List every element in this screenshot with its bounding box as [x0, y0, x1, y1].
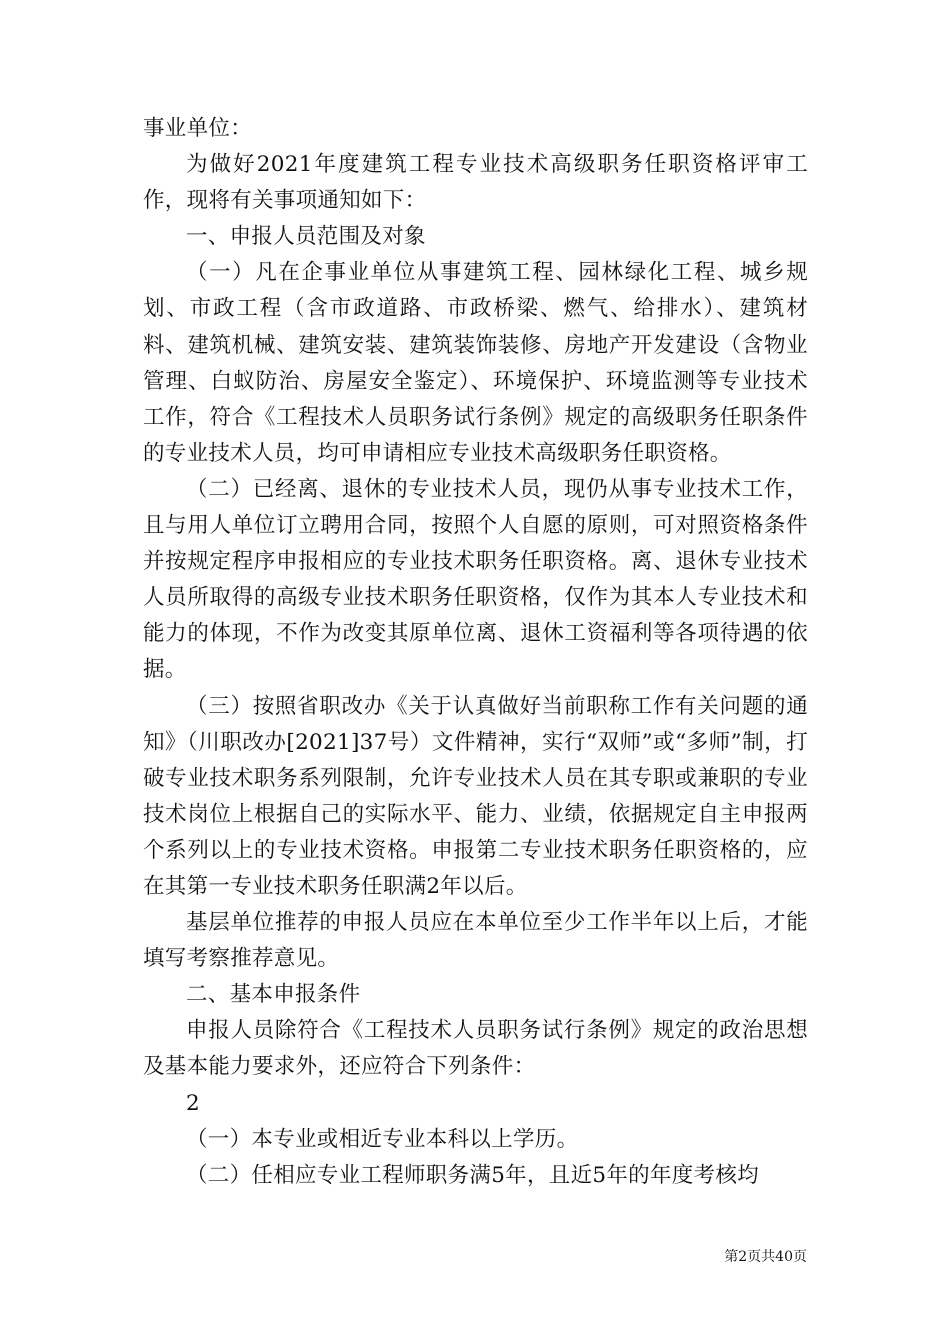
paragraph-note: 基层单位推荐的申报人员应在本单位至少工作半年以上后，才能填写考察推荐意见。: [143, 910, 808, 972]
paragraph-item-3: （三）按照省职改办《关于认真做好当前职称工作有关问题的通知》（川职改办[2021]37号）文件精神，实行“双师”或“多师”制，打破专业技术职务系列限制，允许专业技术人员在其专职或兼职的专业技术岗位上根据自己的实际水平、能力、业绩，依据规定自主申报两个系列以上的专业技术资格。申报第二专业技术职务任职资格的，应在其第一专业技术职务任职满2年以后。: [143, 693, 808, 899]
condition-item-2: （二）任相应专业工程师职务满5年，且近5年的年度考核均: [186, 1162, 759, 1188]
section-heading-2: 二、基本申报条件: [186, 982, 361, 1008]
document-body: [143, 111, 808, 1194]
condition-item-1: （一）本专业或相近专业本科以上学历。: [186, 1126, 579, 1152]
intro-paragraph: 为做好2021年度建筑工程专业技术高级职务任职资格评审工作，现将有关事项通知如下：: [143, 152, 808, 214]
page-number: 第2页共40页: [724, 1249, 807, 1265]
stray-number: 2: [186, 1090, 200, 1116]
paragraph-conditions: 申报人员除符合《工程技术人员职务试行条例》规定的政治思想及基本能力要求外，还应符合下列条件：: [143, 1018, 808, 1080]
salutation: 事业单位：: [143, 116, 253, 141]
paragraph-item-2: （二）已经离、退休的专业技术人员，现仍从事专业技术工作，且与用人单位订立聘用合同，按照个人自愿的原则，可对照资格条件并按规定程序申报相应的专业技术职务任职资格。离、退休专业技术人员所取得的高级专业技术职务任职资格，仅作为其本人专业技术和能力的体现，不作为改变其原单位离、退休工资福利等各项待遇的依据。: [143, 476, 808, 683]
section-heading-1: 一、申报人员范围及对象: [186, 224, 426, 250]
paragraph-item-1: （一）凡在企事业单位从事建筑工程、园林绿化工程、城乡规划、市政工程（含市政道路、市政桥梁、燃气、给排水）、建筑材料、建筑机械、建筑安装、建筑装饰装修、房地产开发建设（含物业管理、白蚁防治、房屋安全鉴定）、环境保护、环境监测等专业技术工作，符合《工程技术人员职务试行条例》规定的高级职务任职条件的专业技术人员，均可申请相应专业技术高级职务任职资格。: [143, 260, 808, 466]
